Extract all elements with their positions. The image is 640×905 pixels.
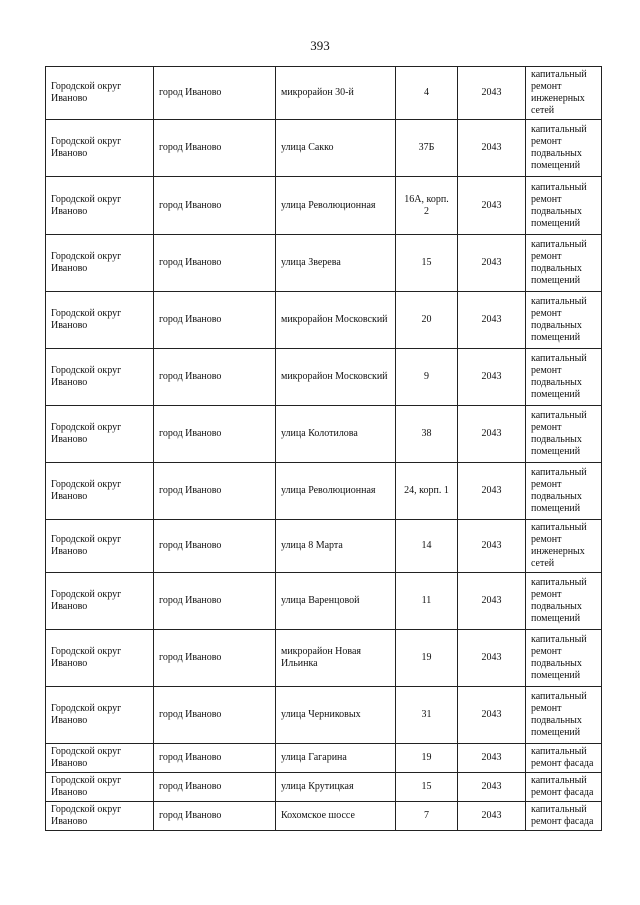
- table-row: [46, 687, 602, 744]
- table-row: [46, 177, 602, 235]
- house-number-cell: 7: [396, 802, 458, 831]
- page-number: 393: [310, 38, 330, 53]
- house-number-cell: 16А, корп. 2: [396, 177, 458, 235]
- street-cell: микрорайон Новая Ильинка: [276, 630, 396, 687]
- year-cell: 2043: [458, 520, 526, 573]
- house-number-cell: 4: [396, 67, 458, 120]
- work-type-cell: капитальный ремонт подвальных помещений: [526, 235, 602, 292]
- settlement-cell: город Иваново: [154, 349, 276, 406]
- work-type-cell: капитальный ремонт подвальных помещений: [526, 687, 602, 744]
- year-cell: 2043: [458, 235, 526, 292]
- table-row: [46, 463, 602, 520]
- work-type-cell: капитальный ремонт подвальных помещений: [526, 120, 602, 177]
- settlement-cell: город Иваново: [154, 802, 276, 831]
- settlement-cell: город Иваново: [154, 520, 276, 573]
- table-row: [46, 349, 602, 406]
- year-cell: 2043: [458, 744, 526, 773]
- settlement-cell: город Иваново: [154, 773, 276, 802]
- work-type-cell: капитальный ремонт фасада: [526, 744, 602, 773]
- municipal-district-cell: Городской округ Иваново: [46, 177, 154, 235]
- street-cell: улица 8 Марта: [276, 520, 396, 573]
- settlement-cell: город Иваново: [154, 67, 276, 120]
- house-number-cell: 9: [396, 349, 458, 406]
- street-cell: микрорайон Московский: [276, 349, 396, 406]
- repair-registry-table: [45, 66, 602, 831]
- municipal-district-cell: Городской округ Иваново: [46, 744, 154, 773]
- settlement-cell: город Иваново: [154, 177, 276, 235]
- street-cell: улица Гагарина: [276, 744, 396, 773]
- house-number-cell: 37Б: [396, 120, 458, 177]
- table-row: [46, 802, 602, 831]
- year-cell: 2043: [458, 687, 526, 744]
- table-row: [46, 773, 602, 802]
- year-cell: 2043: [458, 773, 526, 802]
- municipal-district-cell: Городской округ Иваново: [46, 292, 154, 349]
- settlement-cell: город Иваново: [154, 573, 276, 630]
- street-cell: улица Колотилова: [276, 406, 396, 463]
- house-number-cell: 31: [396, 687, 458, 744]
- table-row: [46, 67, 602, 120]
- year-cell: 2043: [458, 292, 526, 349]
- municipal-district-cell: Городской округ Иваново: [46, 235, 154, 292]
- house-number-cell: 20: [396, 292, 458, 349]
- year-cell: 2043: [458, 67, 526, 120]
- settlement-cell: город Иваново: [154, 687, 276, 744]
- house-number-cell: 38: [396, 406, 458, 463]
- table-row: [46, 406, 602, 463]
- street-cell: улица Революционная: [276, 463, 396, 520]
- municipal-district-cell: Городской округ Иваново: [46, 687, 154, 744]
- work-type-cell: капитальный ремонт подвальных помещений: [526, 630, 602, 687]
- settlement-cell: город Иваново: [154, 292, 276, 349]
- settlement-cell: город Иваново: [154, 744, 276, 773]
- work-type-cell: капитальный ремонт подвальных помещений: [526, 349, 602, 406]
- work-type-cell: капитальный ремонт инженерных сетей: [526, 67, 602, 120]
- table-row: [46, 292, 602, 349]
- work-type-cell: капитальный ремонт подвальных помещений: [526, 292, 602, 349]
- work-type-cell: капитальный ремонт фасада: [526, 802, 602, 831]
- settlement-cell: город Иваново: [154, 630, 276, 687]
- year-cell: 2043: [458, 120, 526, 177]
- settlement-cell: город Иваново: [154, 120, 276, 177]
- work-type-cell: капитальный ремонт инженерных сетей: [526, 520, 602, 573]
- year-cell: 2043: [458, 802, 526, 831]
- municipal-district-cell: Городской округ Иваново: [46, 573, 154, 630]
- street-cell: улица Сакко: [276, 120, 396, 177]
- street-cell: улица Черниковых: [276, 687, 396, 744]
- municipal-district-cell: Городской округ Иваново: [46, 520, 154, 573]
- settlement-cell: город Иваново: [154, 235, 276, 292]
- municipal-district-cell: Городской округ Иваново: [46, 773, 154, 802]
- table-row: [46, 120, 602, 177]
- year-cell: 2043: [458, 573, 526, 630]
- work-type-cell: капитальный ремонт подвальных помещений: [526, 406, 602, 463]
- street-cell: улица Революционная: [276, 177, 396, 235]
- year-cell: 2043: [458, 349, 526, 406]
- house-number-cell: 14: [396, 520, 458, 573]
- house-number-cell: 15: [396, 773, 458, 802]
- table-row: [46, 235, 602, 292]
- house-number-cell: 19: [396, 744, 458, 773]
- municipal-district-cell: Городской округ Иваново: [46, 630, 154, 687]
- settlement-cell: город Иваново: [154, 406, 276, 463]
- street-cell: улица Варенцовой: [276, 573, 396, 630]
- table-body: [46, 67, 602, 831]
- house-number-cell: 11: [396, 573, 458, 630]
- street-cell: улица Крутицкая: [276, 773, 396, 802]
- municipal-district-cell: Городской округ Иваново: [46, 120, 154, 177]
- house-number-cell: 24, корп. 1: [396, 463, 458, 520]
- municipal-district-cell: Городской округ Иваново: [46, 463, 154, 520]
- table-row: [46, 630, 602, 687]
- work-type-cell: капитальный ремонт подвальных помещений: [526, 463, 602, 520]
- work-type-cell: капитальный ремонт подвальных помещений: [526, 177, 602, 235]
- table-row: [46, 520, 602, 573]
- table-row: [46, 573, 602, 630]
- work-type-cell: капитальный ремонт подвальных помещений: [526, 573, 602, 630]
- year-cell: 2043: [458, 406, 526, 463]
- year-cell: 2043: [458, 463, 526, 520]
- house-number-cell: 19: [396, 630, 458, 687]
- municipal-district-cell: Городской округ Иваново: [46, 349, 154, 406]
- street-cell: улица Зверева: [276, 235, 396, 292]
- municipal-district-cell: Городской округ Иваново: [46, 802, 154, 831]
- municipal-district-cell: Городской округ Иваново: [46, 67, 154, 120]
- settlement-cell: город Иваново: [154, 463, 276, 520]
- municipal-district-cell: Городской округ Иваново: [46, 406, 154, 463]
- street-cell: микрорайон 30-й: [276, 67, 396, 120]
- street-cell: микрорайон Московский: [276, 292, 396, 349]
- year-cell: 2043: [458, 630, 526, 687]
- year-cell: 2043: [458, 177, 526, 235]
- table-row: [46, 744, 602, 773]
- work-type-cell: капитальный ремонт фасада: [526, 773, 602, 802]
- street-cell: Кохомское шоссе: [276, 802, 396, 831]
- house-number-cell: 15: [396, 235, 458, 292]
